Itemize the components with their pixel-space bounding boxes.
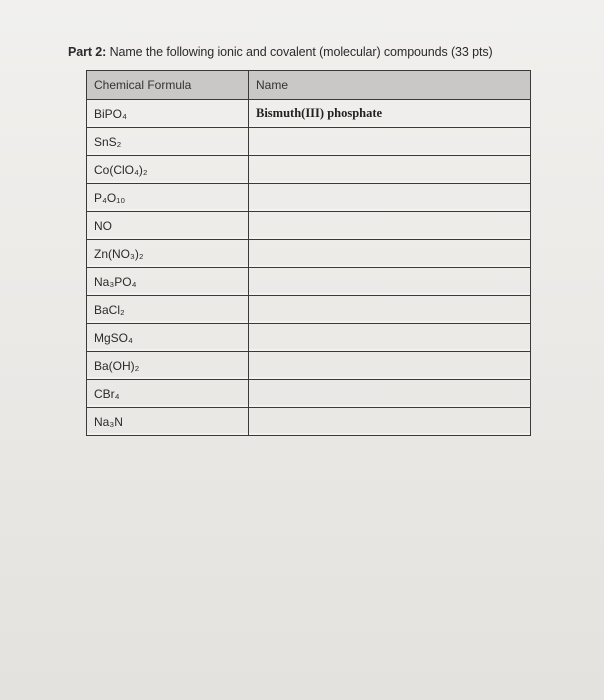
formula-cell: MgSO₄ — [87, 324, 249, 352]
formula-cell: Zn(NO₃)₂ — [87, 240, 249, 268]
formula-cell: Na₃N — [87, 408, 249, 436]
formula-cell: BaCl₂ — [87, 296, 249, 324]
table-row — [87, 380, 531, 408]
table-row — [87, 296, 531, 324]
formula-cell: Ba(OH)₂ — [87, 352, 249, 380]
name-cell[interactable] — [249, 352, 531, 380]
name-cell[interactable] — [249, 408, 531, 436]
formula-cell: NO — [87, 212, 249, 240]
header-name: Name — [249, 71, 531, 100]
formula-cell: Na₃PO₄ — [87, 268, 249, 296]
part-instruction: Name the following ionic and covalent (molecular) compounds (33 pts) — [106, 45, 493, 59]
compounds-table — [86, 70, 531, 436]
part-heading — [68, 45, 493, 59]
table-row — [87, 352, 531, 380]
table-row — [87, 128, 531, 156]
table-row — [87, 408, 531, 436]
formula-cell: SnS₂ — [87, 128, 249, 156]
name-cell[interactable] — [249, 128, 531, 156]
table-row — [87, 156, 531, 184]
name-cell[interactable] — [249, 156, 531, 184]
formula-cell: CBr₄ — [87, 380, 249, 408]
table-row — [87, 324, 531, 352]
name-cell[interactable] — [249, 324, 531, 352]
formula-cell: BiPO₄ — [87, 100, 249, 128]
name-cell[interactable] — [249, 240, 531, 268]
name-cell[interactable] — [249, 268, 531, 296]
part-label: Part 2: — [68, 45, 107, 59]
table-row — [87, 212, 531, 240]
name-cell[interactable] — [249, 296, 531, 324]
header-chemical-formula: Chemical Formula — [87, 71, 249, 100]
name-cell[interactable] — [249, 380, 531, 408]
name-cell[interactable] — [249, 184, 531, 212]
formula-cell: Co(ClO₄)₂ — [87, 156, 249, 184]
name-cell[interactable]: Bismuth(III) phosphate — [249, 100, 531, 128]
name-cell[interactable] — [249, 212, 531, 240]
table-row — [87, 240, 531, 268]
table-row — [87, 184, 531, 212]
table-header-row — [87, 71, 531, 100]
formula-cell: P₄O₁₀ — [87, 184, 249, 212]
table-row — [87, 268, 531, 296]
table-row — [87, 100, 531, 128]
